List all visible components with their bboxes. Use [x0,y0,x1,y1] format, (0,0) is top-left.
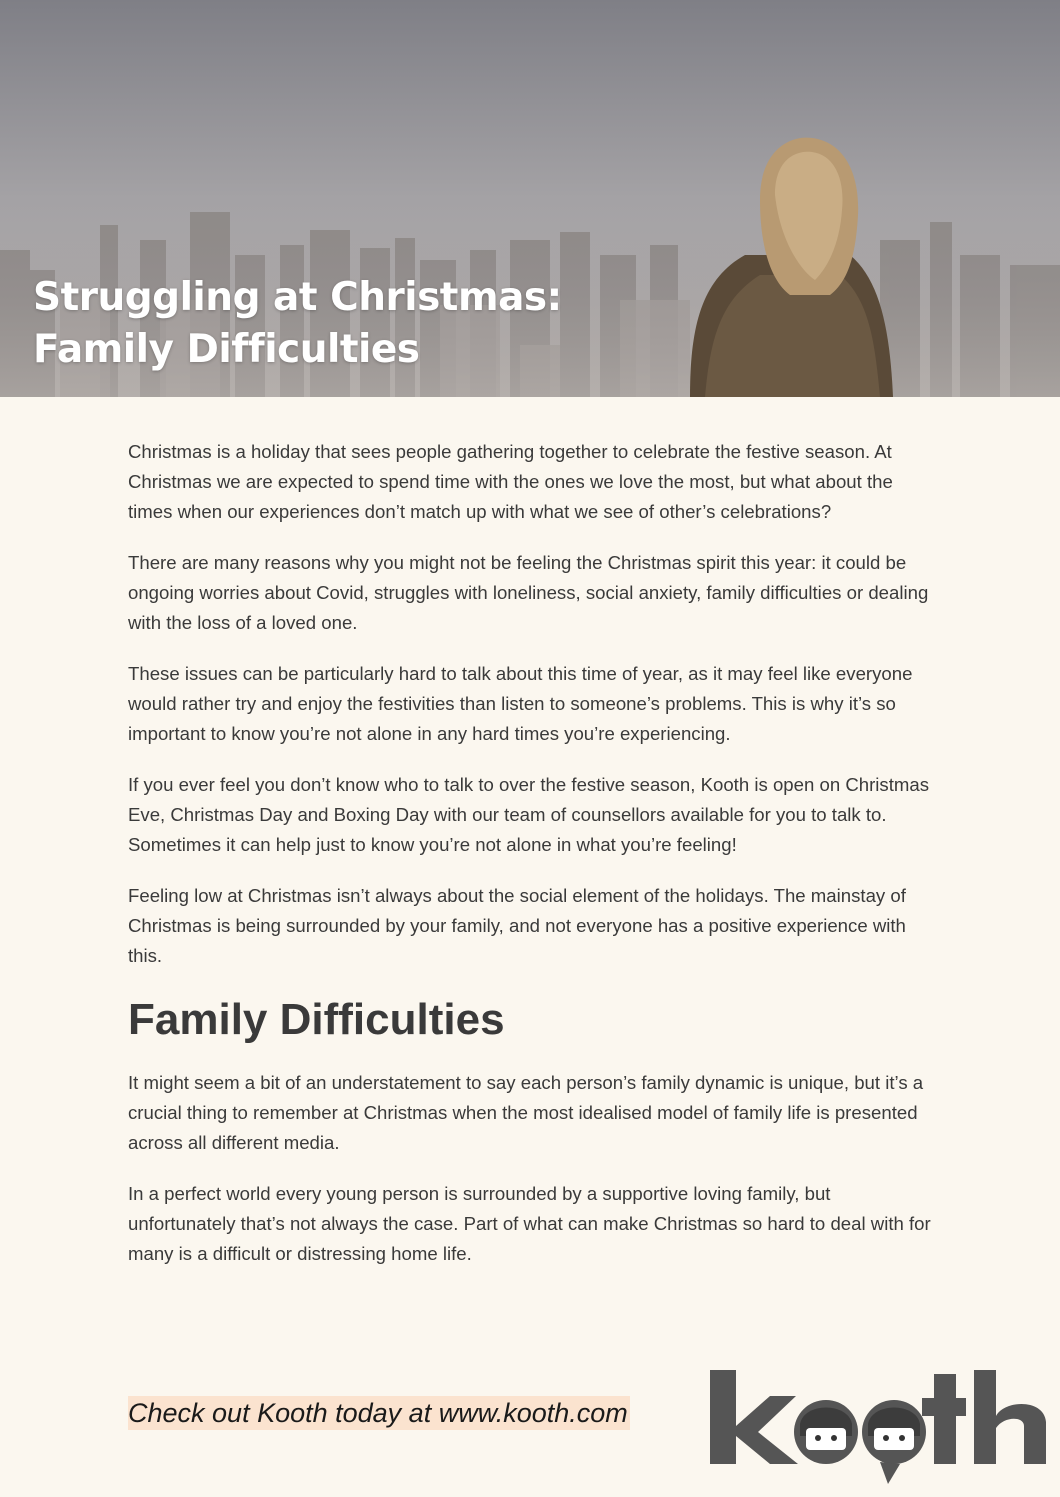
article-body [128,437,938,1290]
cta-link[interactable]: Check out Kooth today at www.kooth.com [128,1398,628,1428]
title-line-2: Family Difficulties [33,327,420,372]
kooth-logo [708,1366,1048,1486]
intro-paragraph: These issues can be particularly hard to talk about this time of year, as it may feel like everyone would rather try and enjoy the festivities than listen to someone’s problems. This is why it’s so important to know you’re not alone in any hard times you’re experiencing. [128,663,913,744]
hero-banner [0,0,1060,397]
section-paragraph: In a perfect world every young person is surrounded by a supportive loving family, but unfortunately that’s not always the case. Part of what can make Christmas so hard to deal with for many is a difficult or distressing home life. [128,1183,931,1264]
page-title [33,272,562,376]
intro-paragraph: Feeling low at Christmas isn’t always about the social element of the holidays. The mainstay of Christmas is being surrounded by your family, and not everyone has a positive experience with this. [128,885,906,966]
intro-paragraph: There are many reasons why you might not be feeling the Christmas spirit this year: it could be ongoing worries about Covid, struggles with loneliness, social anxiety, family difficulties or dealing with the loss of a loved one. [128,552,929,633]
title-line-1: Struggling at Christmas: [33,275,562,320]
section-paragraph: It might seem a bit of an understatement to say each person’s family dynamic is unique, but it’s a crucial thing to remember at Christmas when the most idealised model of family life is presented across all different media. [128,1072,924,1153]
intro-paragraph: Christmas is a holiday that sees people gathering together to celebrate the festive season. At Christmas we are expected to spend time with the ones we love the most, but what about the times when our experiences don’t match up with what we see of other’s celebrations? [128,441,893,522]
intro-paragraph: If you ever feel you don’t know who to talk to over the festive season, Kooth is open on Christmas Eve, Christmas Day and Boxing Day with our team of counsellors available for you to talk to. Sometimes it can help just to know you’re not alone in what you’re feeling! [128,774,930,855]
section-heading: Family Difficulties [128,995,505,1044]
